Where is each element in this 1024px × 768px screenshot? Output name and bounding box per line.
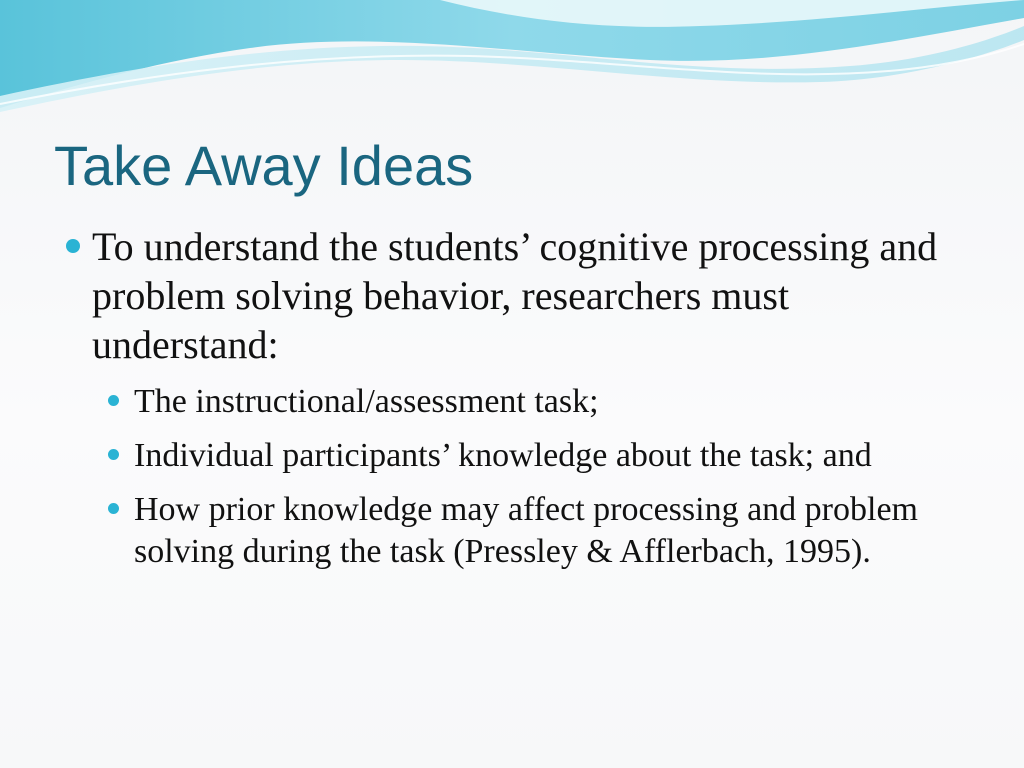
- wave-header-decoration: [0, 0, 1024, 120]
- main-bullet-point: [62, 222, 982, 369]
- slide-title: Take Away Ideas: [54, 134, 474, 197]
- sub-bullet-item: [62, 489, 982, 573]
- sub-bullet-item: [62, 435, 982, 477]
- sub-point-text: How prior knowledge may affect processing and problem solving during the task (Pressley & Afflerbach, 1995).: [134, 491, 918, 570]
- main-point-text: To understand the students’ cognitive processing and problem solving behavior, researchers must understand:: [92, 224, 938, 367]
- sub-bullet-list: [62, 381, 982, 573]
- bullet-icon: [108, 449, 119, 460]
- sub-point-text: The instructional/assessment task;: [134, 383, 599, 420]
- slide-body: [62, 222, 982, 585]
- bullet-icon: [108, 503, 119, 514]
- sub-point-text: Individual participants’ knowledge about the task; and: [134, 437, 872, 474]
- bullet-icon: [108, 395, 119, 406]
- bullet-icon: [66, 239, 80, 253]
- sub-bullet-item: [62, 381, 982, 423]
